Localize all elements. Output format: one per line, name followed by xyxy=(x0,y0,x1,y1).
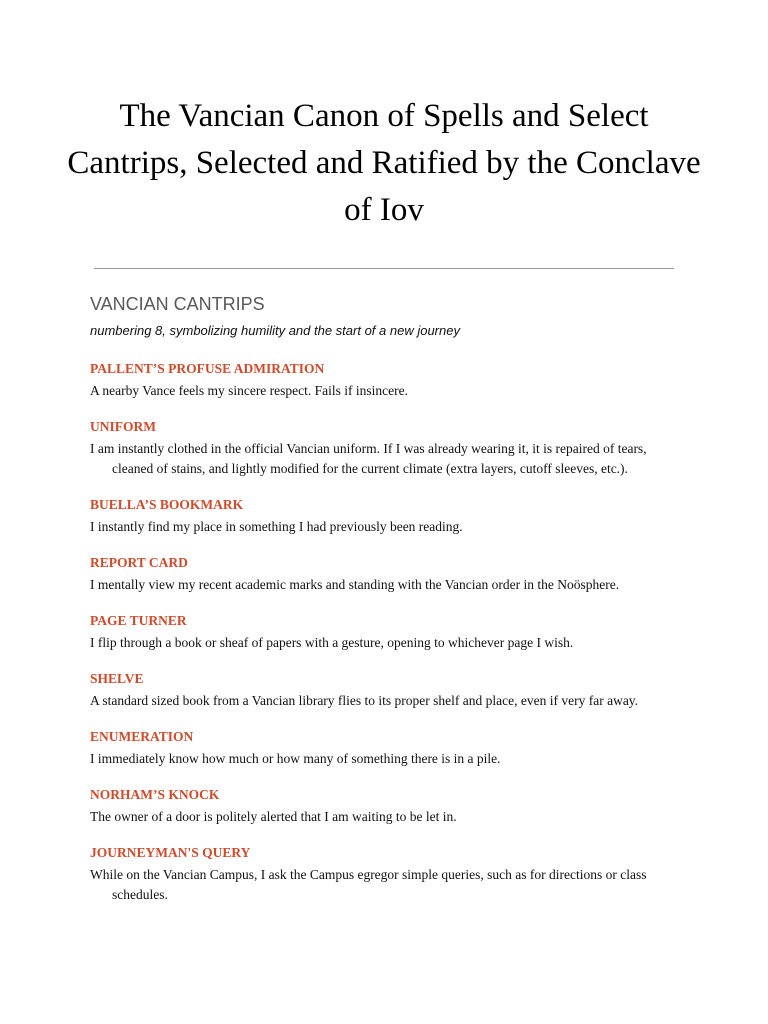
cantrip-name: REPORT CARD xyxy=(90,555,188,570)
cantrip-description: I immediately know how much or how many of something there is in a pile. xyxy=(90,751,501,766)
cantrip-description: A standard sized book from a Vancian library flies to its proper shelf and place, even if very far away. xyxy=(90,693,639,708)
cantrip-entry-pallents-profuse-admiration xyxy=(90,360,690,401)
cantrip-name: NORHAM’S KNOCK xyxy=(90,787,220,802)
cantrip-entry-norhams-knock xyxy=(90,786,690,827)
cantrip-entry-shelve xyxy=(90,670,690,711)
cantrip-name: SHELVE xyxy=(90,671,144,686)
cantrip-entry-uniform xyxy=(90,418,690,479)
cantrip-description: I am instantly clothed in the official Vancian uniform. If I was already wearing it, it is repaired of tears, cleaned of stains, and lightly modified for the current climate (extra layers, cutoff sleeves, etc.). xyxy=(90,441,647,476)
cantrip-name: BUELLA’S BOOKMARK xyxy=(90,497,244,512)
cantrip-entry-enumeration xyxy=(90,728,690,769)
title-divider xyxy=(94,268,674,269)
cantrip-name: ENUMERATION xyxy=(90,729,194,744)
cantrip-name: JOURNEYMAN'S QUERY xyxy=(90,845,251,860)
cantrip-entry-page-turner xyxy=(90,612,690,653)
cantrip-name: PAGE TURNER xyxy=(90,613,187,628)
cantrip-entry-journeymans-query xyxy=(90,844,690,905)
cantrip-description: I flip through a book or sheaf of papers with a gesture, opening to whichever page I wish. xyxy=(90,635,574,650)
cantrip-entry-buellas-bookmark xyxy=(90,496,690,537)
section-subtitle: numbering 8, symbolizing humility and the start of a new journey xyxy=(90,323,460,338)
cantrip-name: UNIFORM xyxy=(90,419,156,434)
section-heading: VANCIAN CANTRIPS xyxy=(90,294,265,314)
document-title: The Vancian Canon of Spells and Select Cantrips, Selected and Ratified by the Conclave of Iov xyxy=(67,98,701,228)
cantrip-name: PALLENT’S PROFUSE ADMIRATION xyxy=(90,361,325,376)
cantrip-entry-report-card xyxy=(90,554,690,595)
cantrip-description: While on the Vancian Campus, I ask the Campus egregor simple queries, such as for directions or class schedules. xyxy=(90,867,647,902)
cantrip-description: I mentally view my recent academic marks and standing with the Vancian order in the Noösphere. xyxy=(90,577,620,592)
cantrip-description: The owner of a door is politely alerted that I am waiting to be let in. xyxy=(90,809,457,824)
cantrip-description: A nearby Vance feels my sincere respect. Fails if insincere. xyxy=(90,383,409,398)
cantrip-description: I instantly find my place in something I had previously been reading. xyxy=(90,519,463,534)
